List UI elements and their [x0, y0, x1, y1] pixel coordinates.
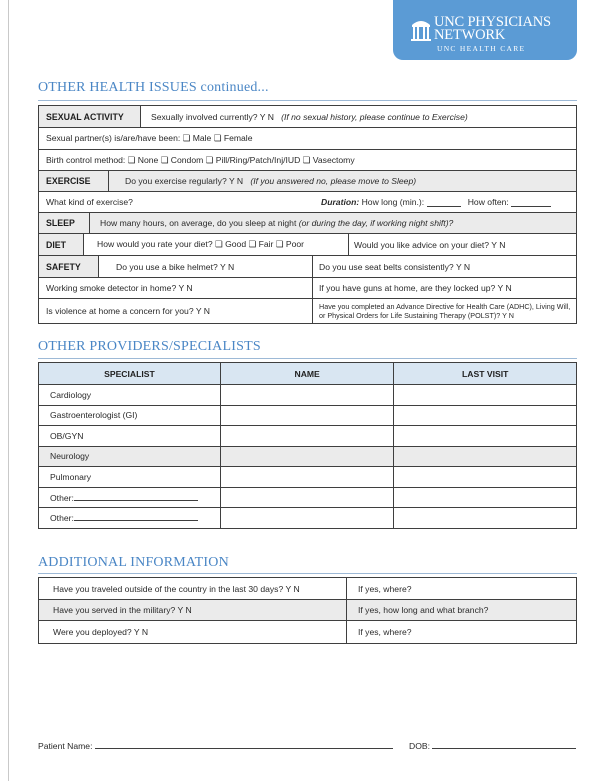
- diet-row: [39, 234, 576, 256]
- table-row: [39, 405, 577, 426]
- exercise-row: [39, 171, 576, 192]
- dob-label: DOB:: [409, 741, 431, 751]
- specialist-obgyn: OB/GYN: [39, 426, 221, 447]
- smoke-guns-row: [39, 278, 576, 299]
- violence-question[interactable]: Is violence at home a concern for you? Y N: [39, 299, 313, 323]
- deployed-followup[interactable]: If yes, where?: [358, 627, 412, 637]
- exercise-note: (If you answered no, please move to Sleep): [250, 176, 417, 186]
- section-rule: [38, 100, 577, 101]
- section-title-additional: ADDITIONAL INFORMATION: [38, 555, 229, 570]
- deployed-question[interactable]: Were you deployed? Y N: [39, 621, 347, 643]
- table-row: [39, 426, 577, 447]
- logo-line-2: NETWORK: [434, 27, 506, 43]
- section-title-health-issues: OTHER HEALTH ISSUES continued...: [38, 80, 269, 95]
- additional-info-table: [38, 577, 577, 644]
- logo-line-3: UNC HEALTH CARE: [437, 44, 526, 53]
- left-margin-rule: [8, 0, 9, 781]
- smoke-detector-question[interactable]: Working smoke detector in home? Y N: [39, 278, 313, 298]
- exercise-kind-row: [39, 192, 576, 213]
- partners-row: [39, 128, 576, 150]
- exercise-label: EXERCISE: [39, 171, 109, 191]
- last-visit-input[interactable]: [394, 405, 577, 426]
- military-row: [39, 600, 576, 621]
- logo-line-1: UNC PHYSICIANS: [434, 14, 551, 30]
- birth-control-row: [39, 150, 576, 171]
- sleep-row: [39, 213, 576, 234]
- name-input[interactable]: [220, 426, 394, 447]
- duration-field[interactable]: Duration: How long (min.): How often:: [321, 192, 551, 212]
- section-rule: [38, 573, 577, 574]
- how-often-label: How often:: [467, 197, 509, 207]
- health-issues-table: [38, 105, 577, 324]
- last-visit-input[interactable]: [394, 446, 577, 467]
- name-input[interactable]: [220, 385, 394, 406]
- name-input[interactable]: [220, 508, 394, 529]
- specialist-other-2[interactable]: Other:: [39, 508, 221, 529]
- patient-name-label: Patient Name:: [38, 741, 93, 751]
- sexual-activity-note: (If no sexual history, please continue to Exercise): [281, 111, 468, 122]
- travel-question[interactable]: Have you traveled outside of the country in the last 30 days? Y N: [39, 578, 347, 599]
- seat-belt-question[interactable]: Do you use seat belts consistently? Y N: [319, 261, 471, 272]
- safety-label: SAFETY: [39, 256, 99, 277]
- advance-directive-question[interactable]: Have you completed an Advance Directive for Health Care (ADHC), Living Will, or Physical Orders for Life Sustaining Therapy (POLST)? Y N: [319, 302, 571, 320]
- travel-followup[interactable]: If yes, where?: [358, 583, 412, 594]
- diet-label: DIET: [39, 234, 84, 255]
- deployed-row: [39, 621, 576, 643]
- table-row: [39, 487, 577, 508]
- specialist-cardiology: Cardiology: [39, 385, 221, 406]
- table-row: [39, 446, 577, 467]
- table-row: [39, 508, 577, 529]
- travel-row: [39, 578, 576, 600]
- specialist-gi: Gastroenterologist (GI): [39, 405, 221, 426]
- partners-question[interactable]: Sexual partner(s) is/are/have been: ❏ Male ❏ Female: [46, 133, 253, 143]
- old-well-icon: [411, 16, 431, 42]
- specialist-neurology: Neurology: [39, 446, 221, 467]
- last-visit-input[interactable]: [394, 385, 577, 406]
- military-question[interactable]: Have you served in the military? Y N: [39, 600, 347, 620]
- safety-row: [39, 256, 576, 278]
- diet-advice-question[interactable]: Would you like advice on your diet? Y N: [354, 239, 506, 250]
- last-visit-input[interactable]: [394, 508, 577, 529]
- name-input[interactable]: [220, 405, 394, 426]
- sexual-activity-label: SEXUAL ACTIVITY: [39, 106, 141, 127]
- section-title-providers: OTHER PROVIDERS/SPECIALISTS: [38, 339, 261, 354]
- header-name: NAME: [220, 363, 394, 385]
- sleep-note: (or during the day, if working night shift)?: [298, 218, 454, 228]
- header-specialist: SPECIALIST: [39, 363, 221, 385]
- last-visit-input[interactable]: [394, 467, 577, 488]
- exercise-question[interactable]: Do you exercise regularly? Y N (If you answered no, please move to Sleep): [125, 176, 417, 186]
- name-input[interactable]: [220, 467, 394, 488]
- sleep-question[interactable]: How many hours, on average, do you sleep at night (or during the day, if working night shift)?: [100, 218, 454, 228]
- diet-rating-question[interactable]: How would you rate your diet? ❏ Good ❏ Fair ❏ Poor: [84, 234, 349, 255]
- last-visit-input[interactable]: [394, 487, 577, 508]
- section-rule: [38, 358, 577, 359]
- specialist-pulmonary: Pulmonary: [39, 467, 221, 488]
- dob-field[interactable]: [409, 740, 576, 751]
- header-last-visit: LAST VISIT: [394, 363, 577, 385]
- military-followup[interactable]: If yes, how long and what branch?: [358, 605, 489, 615]
- patient-name-field[interactable]: [38, 740, 393, 751]
- guns-question[interactable]: If you have guns at home, are they locked up? Y N: [319, 283, 512, 293]
- last-visit-input[interactable]: [394, 426, 577, 447]
- violence-directive-row: [39, 299, 576, 323]
- bike-helmet-question[interactable]: Do you use a bike helmet? Y N: [99, 256, 313, 277]
- sexual-activity-row: [39, 106, 576, 128]
- specialists-table: [38, 362, 577, 529]
- table-row: [39, 385, 577, 406]
- name-input[interactable]: [220, 487, 394, 508]
- name-input[interactable]: [220, 446, 394, 467]
- exercise-kind-question[interactable]: What kind of exercise?: [46, 197, 133, 207]
- table-row: [39, 467, 577, 488]
- specialists-header-row: [39, 363, 577, 385]
- sexual-activity-question[interactable]: Sexually involved currently? Y N (If no sexual history, please continue to Exercise): [151, 111, 468, 122]
- unc-logo: [393, 0, 577, 60]
- birth-control-question[interactable]: Birth control method: ❏ None ❏ Condom ❏ Pill/Ring/Patch/Inj/IUD ❏ Vasectomy: [46, 154, 355, 165]
- sleep-label: SLEEP: [39, 213, 90, 233]
- specialist-other-1[interactable]: Other:: [39, 487, 221, 508]
